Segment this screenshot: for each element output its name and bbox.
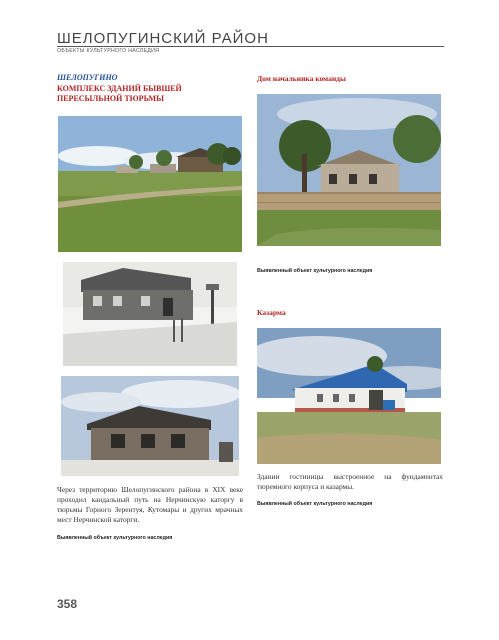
header-divider [57, 46, 444, 47]
region-title: ШЕЛОПУГИНСКИЙ РАЙОН [57, 30, 269, 47]
region-subtitle: ОБЪЕКТЫ КУЛЬТУРНОГО НАСЛЕДИЯ [57, 48, 160, 54]
photo-historical-bw [63, 262, 237, 366]
page-number: 358 [57, 597, 78, 611]
house-status-caption: Выявленный объект культурного наследия [257, 268, 373, 274]
photo-prison-complex [58, 116, 242, 252]
photo-ruined-building [61, 376, 239, 476]
left-status-caption: Выявленный объект культурного наследия [57, 535, 173, 541]
barracks-status-caption: Выявленный объект культурного наследия [257, 501, 373, 507]
left-body-text: Через территорию Шелопугинского района в XIX веке проходил кандальный путь на Нерчинскую каторгу в тюрьмы Горного Зерентуя, Кутомары и других мрачных мест Нерчинской каторги. [57, 485, 243, 524]
place-name: ШЕЛОПУГИНО [57, 73, 118, 82]
photo-barracks [257, 328, 441, 464]
photo-commander-house [257, 94, 441, 246]
barracks-body-text: Здании гостиницы выстроенное на фундаментах тюремного корпуса и казармы. [257, 472, 443, 491]
complex-title: КОМПЛЕКС ЗДАНИЙ БЫВШЕЙ ПЕРЕСЫЛЬНОЙ ТЮРЬМЫ [57, 84, 182, 103]
barracks-heading: Казарма [257, 308, 286, 317]
house-heading: Дом начальника команды [257, 74, 346, 83]
